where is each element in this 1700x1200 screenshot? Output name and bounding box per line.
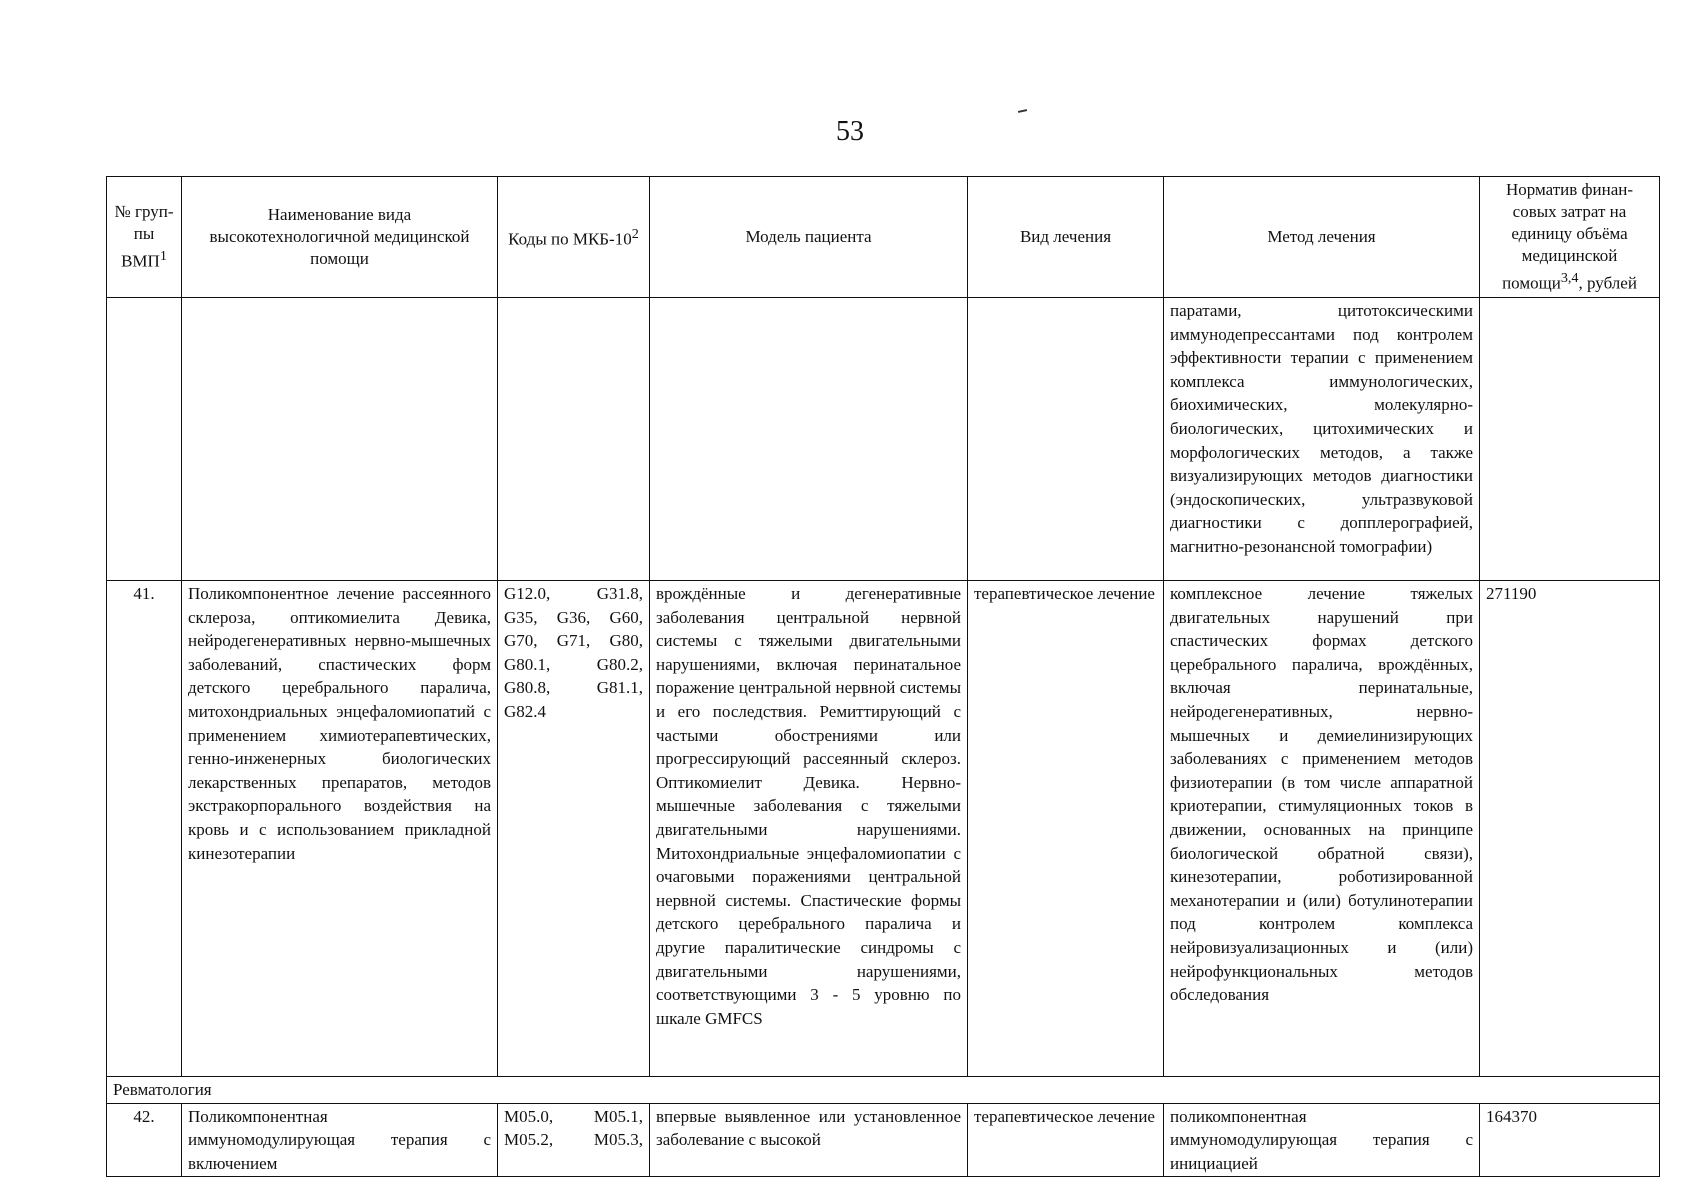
header-row bbox=[107, 177, 1660, 298]
table-row-41 bbox=[107, 581, 1660, 1077]
row-42-name: Поликомпонентная иммуномодулирующая терапия с включением bbox=[182, 1103, 498, 1177]
section-title: Ревматология bbox=[107, 1077, 1660, 1104]
table-row-42 bbox=[107, 1103, 1660, 1177]
scan-artifact bbox=[1018, 109, 1027, 113]
header-cost: Норматив финан-совых затрат на единицу объёма медицинской помощи$^{3,4}$, рублей bbox=[1480, 177, 1660, 298]
row-42-treatment-type: терапевтическое лечение bbox=[968, 1103, 1164, 1177]
row-42-codes: M05.0, M05.1, M05.2, M05.3, bbox=[498, 1103, 650, 1177]
row-41-codes: G12.0, G31.8, G35, G36, G60, G70, G71, G80, G80.1, G80.2, G80.8, G81.1, G82.4 bbox=[498, 581, 650, 1077]
header-method: Метод лечения bbox=[1164, 177, 1480, 298]
row-41-number: 41. bbox=[107, 581, 182, 1077]
header-model: Модель пациента bbox=[650, 177, 968, 298]
section-row bbox=[107, 1077, 1660, 1104]
header-group-no: № груп-пы ВМП$^1$ bbox=[107, 177, 182, 298]
header-codes: Коды по МКБ-$10^2$ bbox=[498, 177, 650, 298]
row-41-treatment-type: терапевтическое лечение bbox=[968, 581, 1164, 1077]
vmp-table bbox=[106, 176, 1660, 1177]
page-number: 53 bbox=[836, 116, 864, 147]
row-42-cost: 164370 bbox=[1480, 1103, 1660, 1177]
row-41-model: врождённые и дегенеративные заболевания центральной нервной системы с тяжелыми двигательными нарушениями, включая перинатальное поражение центральной нервной системы и его последствия. Ремиттирующий с частыми обострениями или прогрессирующий рассеянный склероз. Оптикомиелит Девика. Нервно-мышечные заболевания с тяжелыми двигательными нарушениями. Митохондриальные энцефаломиопатии с очаговыми поражениями центральной нервной системы. Спастические формы детского церебрального паралича и другие паралитические синдромы с двигательными нарушениями, соответствующими 3 - 5 уровню по шкале GMFCS bbox=[650, 581, 968, 1077]
row-41-cost: 271190 bbox=[1480, 581, 1660, 1077]
row-41-method: комплексное лечение тяжелых двигательных нарушений при спастических формах детского церебрального паралича, врождённых, включая перинатальные, нейродегенеративных, нервно-мышечных и демиелинизирующих заболеваниях с применением методов физиотерапии (в том числе аппаратной криотерапии, стимуляционных токов в движении, основанных на принципе биологической обратной связи), кинезотерапии, роботизированной механотерапии и (или) ботулинотерапии под контролем комплекса нейровизуализационных и (или) нейрофункциональных методов обследования bbox=[1164, 581, 1480, 1077]
continuation-method: паратами, цитотоксическими иммунодепрессантами под контролем эффективности терапии с применением комплекса иммунологических, биохимических, молекулярно-биологических, цитохимических и морфологических методов, а также визуализирующих методов диагностики (эндоскопических, ультразвуковой диагностики с допплерографией, магнитно-резонансной томографии) bbox=[1164, 298, 1480, 581]
row-42-model: впервые выявленное или установленное заболевание с высокой bbox=[650, 1103, 968, 1177]
row-42-number: 42. bbox=[107, 1103, 182, 1177]
row-42-method: поликомпонентная иммуномодулирующая терапия с инициацией bbox=[1164, 1103, 1480, 1177]
continuation-row bbox=[107, 298, 1660, 581]
header-name: Наименование вида высокотехнологичной медицинской помощи bbox=[182, 177, 498, 298]
header-treatment-type: Вид лечения bbox=[968, 177, 1164, 298]
row-41-name: Поликомпонентное лечение рассеянного склероза, оптикомиелита Девика, нейродегенеративных нервно-мышечных заболеваний, спастических форм детского церебрального паралича, митохондриальных энцефаломиопатий с применением химиотерапевтических, генно-инженерных биологических лекарственных препаратов, методов экстракорпорального воздействия на кровь и с использованием прикладной кинезотерапии bbox=[182, 581, 498, 1077]
